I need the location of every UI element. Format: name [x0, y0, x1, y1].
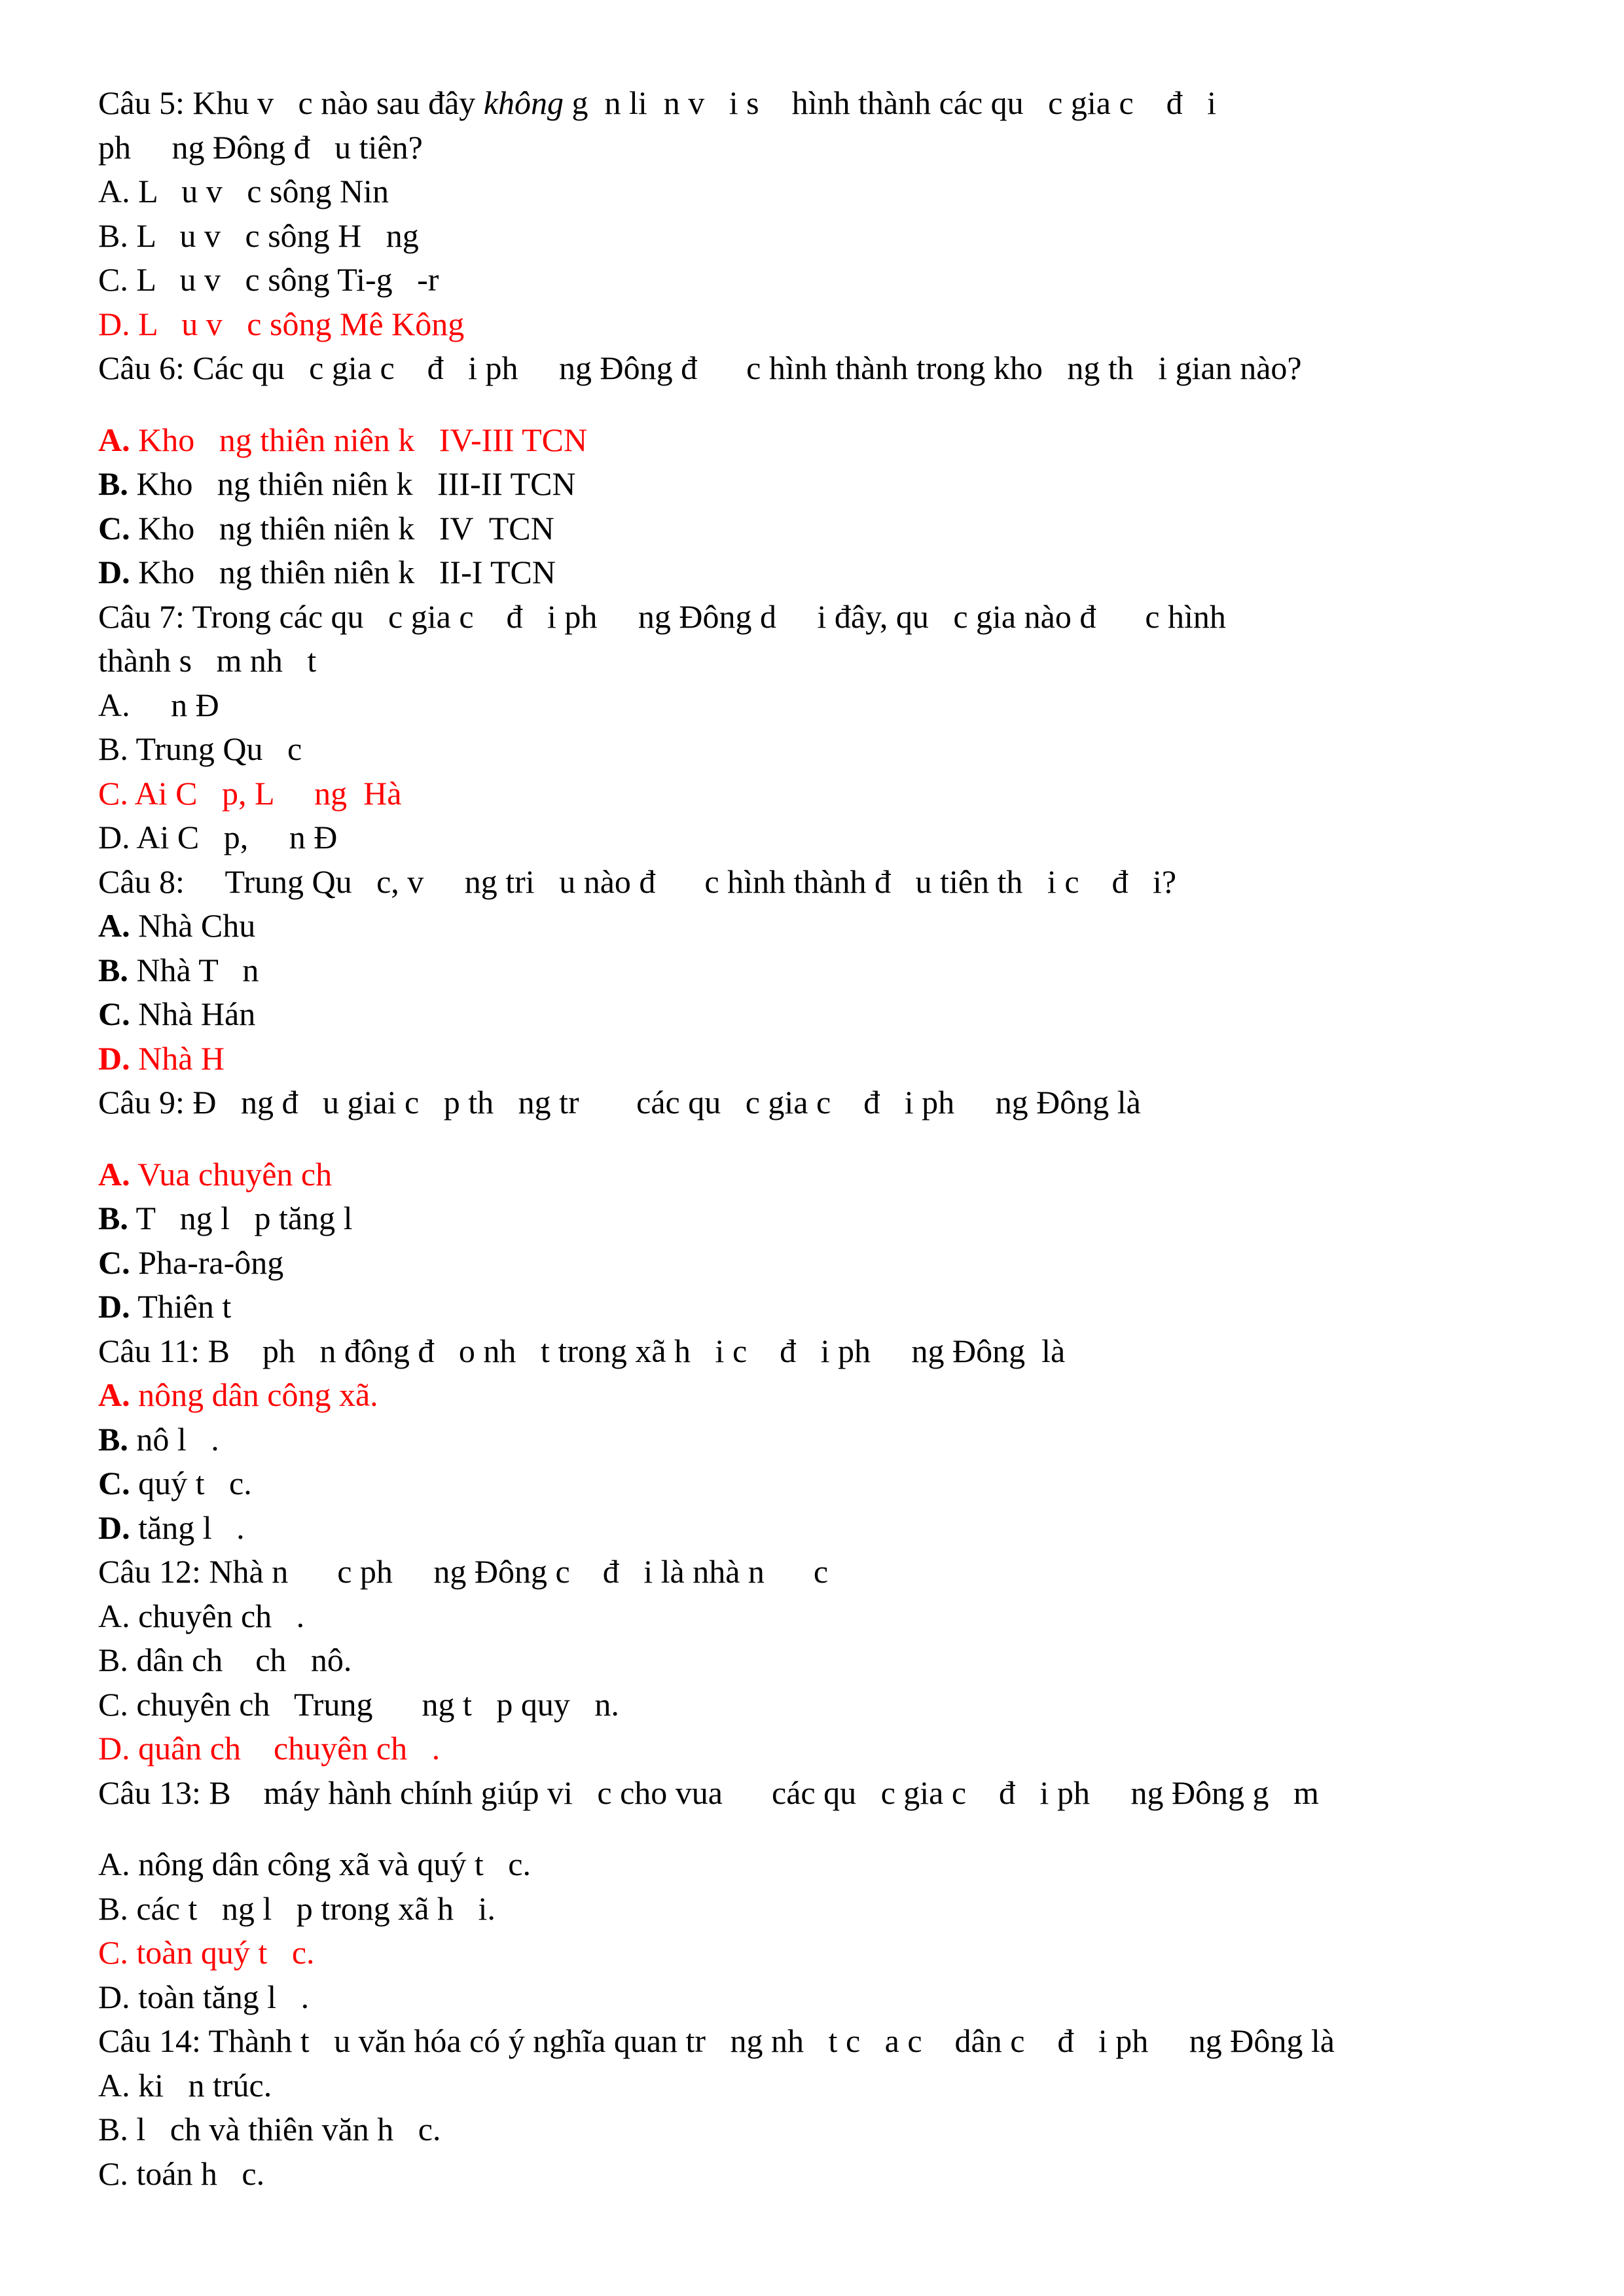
option-text: Kho ng thiên niên k IV-III TCN	[130, 421, 588, 458]
question-5-line-1	[98, 81, 1538, 126]
question-14-option-c: C. toán h c.	[98, 2155, 265, 2192]
question-13-option-c-answer: C. toàn quý t c.	[98, 1934, 315, 1971]
option-letter: B.	[98, 1200, 128, 1236]
question-6-option-a-answer	[98, 418, 1538, 463]
question-7-option-d: D. Ai C p, n Đ	[98, 819, 338, 855]
question-9-option-d	[98, 1285, 1538, 1329]
question-5-text-a: Câu 5: Khu v c nào sau đây	[98, 84, 484, 121]
question-5-emphasis: không	[483, 84, 564, 121]
question-6-option-d	[98, 550, 1538, 595]
option-letter: C.	[98, 996, 130, 1032]
option-text: Kho ng thiên niên k II-I TCN	[130, 554, 556, 590]
question-9-line-1: Câu 9: Đ ng đ u giai c p th ng tr các qu c gia c đ i ph ng Đông là	[98, 1084, 1141, 1121]
question-14-option-a: A. ki n trúc.	[98, 2066, 272, 2104]
question-5-option-d-answer: D. L u v c sông Mê Kông	[98, 305, 465, 342]
question-12-option-a: A. chuyên ch .	[98, 1597, 305, 1634]
question-8-line-1: Câu 8: Trung Qu c, v ng tri u nào đ c hình thành đ u tiên th i c đ i?	[98, 863, 1177, 900]
option-letter: B.	[98, 951, 128, 988]
question-14-line-1: Câu 14: Thành t u văn hóa có ý nghĩa quan tr ng nh t c a c dân c đ i ph ng Đông là	[98, 2022, 1335, 2059]
option-text: Nhà H	[130, 1039, 225, 1077]
question-6-option-b	[98, 462, 1538, 507]
question-13-option-b: B. các t ng l p trong xã h i.	[98, 1890, 496, 1927]
question-8-option-b	[98, 948, 1538, 993]
question-5-text-b: g n li n v i s hình thành các qu c gia c đ i	[563, 84, 1217, 121]
question-5-line-2: ph ng Đông đ u tiên?	[98, 128, 423, 166]
question-11-option-a-answer	[98, 1373, 1538, 1418]
question-8-option-a	[98, 904, 1538, 948]
question-12-line-1: Câu 12: Nhà n c ph ng Đông c đ i là nhà n c	[98, 1553, 829, 1590]
option-text: Vua chuyên ch	[130, 1155, 333, 1193]
question-13-option-a: A. nông dân công xã và quý t c.	[98, 1846, 531, 1882]
question-14-option-b: B. l ch và thiên văn h c.	[98, 2111, 441, 2147]
option-text: nô l .	[128, 1420, 219, 1458]
option-text: T ng l p tăng l	[128, 1200, 353, 1236]
question-7-line-1: Câu 7: Trong các qu c gia c đ i ph ng Đông d i đây, qu c gia nào đ c hình	[98, 598, 1226, 635]
option-letter: D.	[98, 1288, 130, 1325]
option-letter: C.	[98, 1465, 130, 1501]
option-letter: A.	[98, 421, 130, 458]
question-5-option-a: A. L u v c sông Nin	[98, 173, 389, 209]
question-13-line-1: Câu 13: B máy hành chính giúp vi c cho vua các qu c gia c đ i ph ng Đông g m	[98, 1774, 1319, 1811]
question-5-option-c: C. L u v c sông Ti-g -r	[98, 261, 439, 298]
question-11-line-1: Câu 11: B ph n đông đ o nh t trong xã h i c đ i ph ng Đông là	[98, 1332, 1066, 1369]
option-letter: C.	[98, 1244, 130, 1281]
option-letter: B.	[98, 465, 128, 502]
option-letter: A.	[98, 1376, 130, 1413]
option-text: Kho ng thiên niên k III-II TCN	[128, 465, 576, 502]
question-11-option-c	[98, 1462, 1538, 1506]
question-9-option-c	[98, 1241, 1538, 1285]
question-12-option-d-answer: D. quân ch chuyên ch .	[98, 1730, 441, 1767]
question-7-option-c-answer: C. Ai C p, L ng Hà	[98, 774, 402, 812]
option-text: quý t c.	[130, 1465, 252, 1501]
option-text: Nhà Chu	[130, 907, 256, 944]
question-7-option-a: A. n Đ	[98, 686, 219, 723]
question-5-option-b: B. L u v c sông H ng	[98, 217, 419, 254]
question-9-option-b	[98, 1196, 1538, 1241]
question-6-line-1: Câu 6: Các qu c gia c đ i ph ng Đông đ c hình thành trong kho ng th i gian nào?	[98, 350, 1302, 386]
option-letter: D.	[98, 554, 130, 590]
question-12-option-c: C. chuyên ch Trung ng t p quy n.	[98, 1685, 619, 1723]
question-11-option-d	[98, 1506, 1538, 1551]
question-13-option-d: D. toàn tăng l .	[98, 1978, 310, 2015]
option-text: nông dân công xã.	[130, 1376, 378, 1413]
document-page	[98, 81, 1538, 2196]
question-7-line-2: thành s m nh t	[98, 642, 317, 679]
option-letter: A.	[98, 1155, 130, 1193]
question-7-option-b: B. Trung Qu c	[98, 730, 302, 767]
option-text: tăng l .	[130, 1509, 245, 1546]
question-9-option-a-answer	[98, 1153, 1538, 1197]
option-text: Pha-ra-ông	[130, 1244, 284, 1281]
question-11-option-b	[98, 1418, 1538, 1462]
option-letter: B.	[98, 1420, 128, 1458]
option-text: Kho ng thiên niên k IV TCN	[130, 509, 554, 547]
question-8-option-c	[98, 992, 1538, 1037]
question-12-option-b: B. dân ch ch nô.	[98, 1641, 352, 1678]
option-letter: D.	[98, 1509, 130, 1546]
option-text: Thiên t	[130, 1288, 232, 1325]
question-8-option-d-answer	[98, 1037, 1538, 1081]
option-text: Nhà Hán	[130, 996, 256, 1032]
option-text: Nhà T n	[128, 951, 259, 988]
question-6-option-c	[98, 507, 1538, 551]
option-letter: C.	[98, 509, 130, 547]
option-letter: D.	[98, 1039, 130, 1077]
option-letter: A.	[98, 907, 130, 944]
